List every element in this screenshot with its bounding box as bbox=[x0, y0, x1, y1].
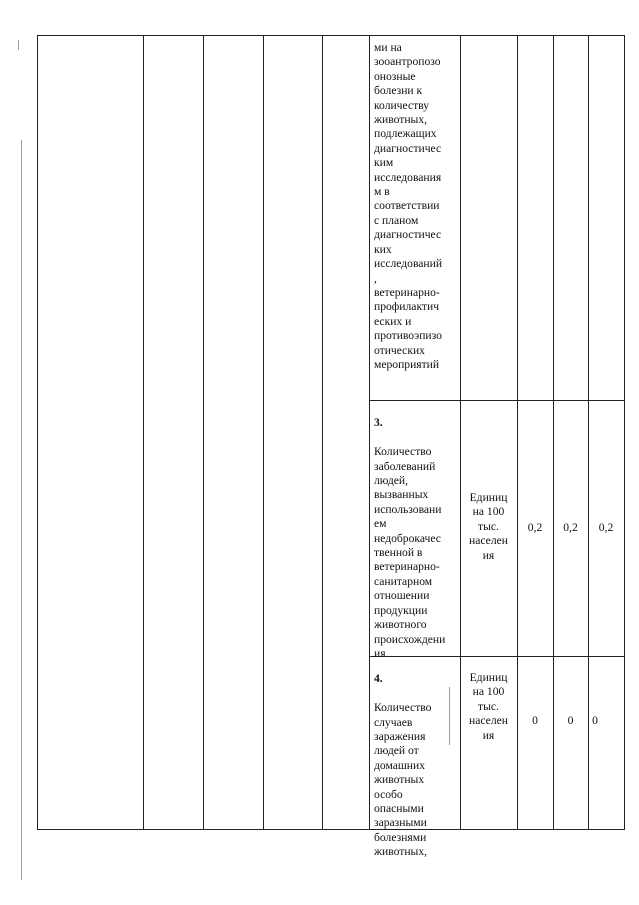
col-line-5 bbox=[369, 35, 370, 830]
row4-value-3: 0 bbox=[592, 714, 598, 727]
row3-value-1: 0,2 bbox=[527, 521, 543, 534]
row4-number: 4. bbox=[374, 672, 383, 686]
col-line-0 bbox=[37, 35, 38, 830]
col-line-1 bbox=[143, 35, 144, 830]
continued-indicator-text: ми на зооантропозо онозные болезни к количеству животных, подлежащих диагностичес ким исследования м в соответствии с планом диагностичес ких исследований , ветеринарно- профилактич еских и противоэпизо отических мероприятий bbox=[374, 41, 443, 371]
row3-indicator-text: Количество заболеваний людей, вызванных использовани ем недоброкачес твенной в ветеринарно- санитарном отношении продукции животного происхождени ия bbox=[374, 445, 446, 660]
row3-number: 3. bbox=[374, 416, 383, 430]
col-line-3 bbox=[263, 35, 264, 830]
scan-edge-mark bbox=[18, 40, 19, 50]
row4-value-1: 0 bbox=[532, 714, 538, 727]
table-bottom-border bbox=[37, 829, 625, 830]
col-line-9 bbox=[588, 35, 589, 830]
scan-edge-line bbox=[21, 140, 22, 880]
row4-indicator bbox=[374, 658, 460, 860]
row-separator-1 bbox=[369, 400, 625, 401]
row4-indicator-text: Количество случаев заражения людей от домашних животных особо опасными заразными болезнями животных, bbox=[374, 701, 432, 859]
col-line-7 bbox=[517, 35, 518, 830]
col-line-4 bbox=[322, 35, 323, 830]
col-line-8 bbox=[553, 35, 554, 830]
row3-value-2: 0,2 bbox=[563, 521, 578, 534]
row3-value-3: 0,2 bbox=[598, 521, 614, 534]
row3-indicator bbox=[374, 402, 460, 661]
col-line-2 bbox=[203, 35, 204, 830]
row3-unit: Единиц на 100 тыс. населен ия bbox=[469, 491, 508, 562]
row4-unit: Единиц на 100 тыс. населен ия bbox=[469, 671, 508, 742]
table-top-border bbox=[37, 35, 625, 36]
col-line-10 bbox=[624, 35, 625, 830]
row4-value-2: 0 bbox=[567, 714, 574, 727]
